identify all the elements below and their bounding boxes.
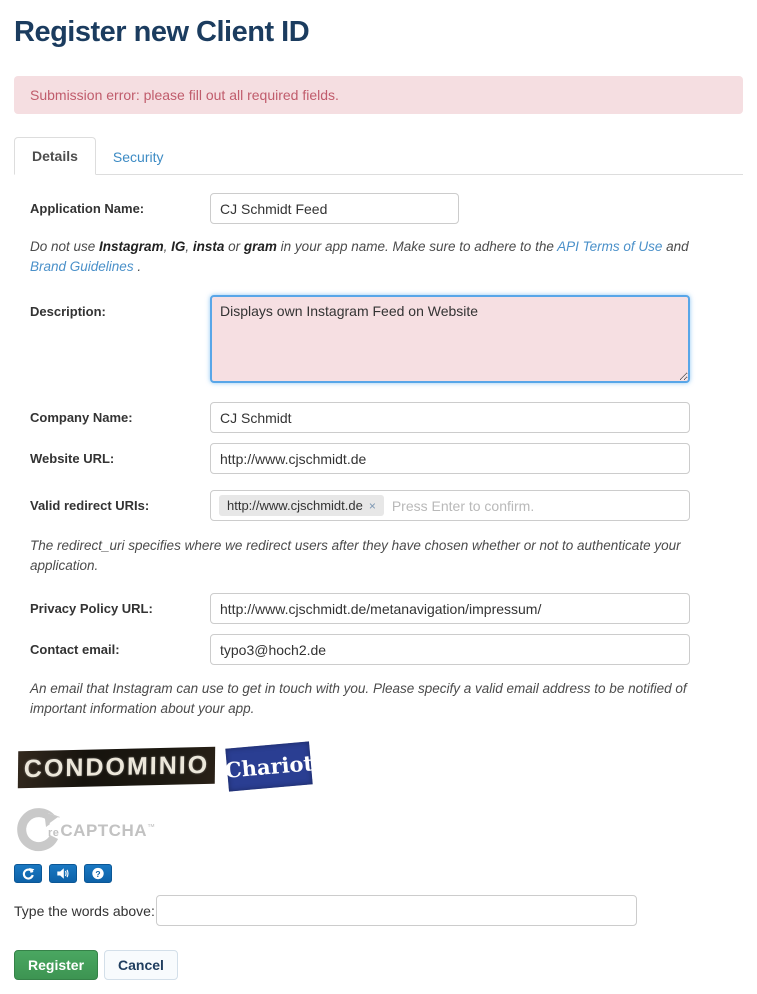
captcha-word-2-text: Chariot [223, 750, 315, 783]
speaker-icon [56, 867, 70, 880]
captcha-word-image-1 [18, 747, 215, 788]
website-url-input[interactable] [210, 443, 690, 474]
company-name-label: Company Name: [30, 410, 133, 425]
privacy-policy-label: Privacy Policy URL: [30, 601, 153, 616]
captcha-word-1-text: CONDOMINIO [23, 750, 210, 784]
note-bold-instagram: Instagram [99, 239, 164, 254]
application-name-note: Do not use Instagram, IG, insta or gram in your app name. Make sure to adhere to the API Terms of Use and Brand Guidelines . [30, 239, 689, 274]
question-icon [91, 867, 105, 880]
field-row-redirect-uris [14, 490, 743, 521]
tab-bar [14, 137, 743, 175]
application-name-input[interactable] [210, 193, 459, 224]
captcha-answer-row [14, 895, 743, 926]
error-banner-text: Submission error: please fill out all required fields. [30, 87, 339, 103]
captcha-answer-label: Type the words above: [14, 902, 155, 919]
captcha-help-button[interactable] [84, 864, 112, 883]
redirect-uri-note: The redirect_uri specifies where we redirect users after they have chosen whether or not to authenticate your application. [30, 538, 681, 573]
field-row-company-name [14, 402, 743, 433]
api-terms-link[interactable]: API Terms of Use [557, 239, 663, 254]
redirect-uri-text-input[interactable] [392, 498, 681, 514]
reload-icon [21, 867, 35, 880]
svg-text:?: ? [95, 868, 101, 879]
brand-guidelines-link[interactable]: Brand Guidelines [30, 259, 134, 274]
contact-email-note: An email that Instagram can use to get in touch with you. Please specify a valid email address to be notified of important information about your app. [30, 681, 687, 716]
recaptcha-re-text: re [48, 827, 60, 839]
note-bold-ig: IG [171, 239, 186, 254]
description-textarea[interactable] [210, 295, 690, 383]
field-row-privacy-policy [14, 593, 743, 624]
field-row-contact-email [14, 634, 743, 665]
recaptcha-captcha-text: CAPTCHA [60, 821, 148, 840]
redirect-uri-chip-text: http://www.cjschmidt.de [227, 498, 363, 513]
error-banner [14, 76, 743, 114]
captcha-reload-button[interactable] [14, 864, 42, 883]
captcha-challenge [18, 745, 743, 801]
form-actions [14, 950, 743, 980]
website-url-label: Website URL: [30, 451, 115, 466]
note-bold-gram: gram [243, 239, 277, 254]
redirect-uris-label: Valid redirect URIs: [30, 498, 150, 513]
field-row-description [14, 295, 743, 383]
description-label: Description: [30, 304, 106, 319]
chip-remove-icon[interactable]: × [368, 498, 376, 513]
recaptcha-wordmark [48, 821, 156, 841]
register-button[interactable]: Register [14, 950, 98, 980]
captcha-word-image-2 [223, 741, 315, 791]
field-row-application-name [14, 193, 743, 224]
page-title: Register new Client ID [14, 16, 310, 48]
captcha-controls [14, 864, 743, 883]
note-bold-insta: insta [192, 239, 225, 254]
recaptcha-logo [14, 807, 743, 855]
application-name-label: Application Name: [30, 201, 145, 216]
field-row-website-url [14, 443, 743, 474]
captcha-answer-input[interactable] [156, 895, 637, 926]
redirect-uris-input[interactable] [210, 490, 690, 521]
recaptcha-tm: ™ [147, 822, 156, 832]
redirect-uri-chip [219, 495, 384, 516]
privacy-policy-input[interactable] [210, 593, 690, 624]
cancel-button[interactable]: Cancel [104, 950, 178, 980]
note-text: Do not use [30, 239, 100, 254]
company-name-input[interactable] [210, 402, 690, 433]
captcha-audio-button[interactable] [49, 864, 77, 883]
tab-security[interactable]: Security [112, 149, 164, 165]
contact-email-input[interactable] [210, 634, 690, 665]
contact-email-label: Contact email: [30, 642, 120, 657]
tab-details[interactable]: Details [14, 137, 96, 175]
